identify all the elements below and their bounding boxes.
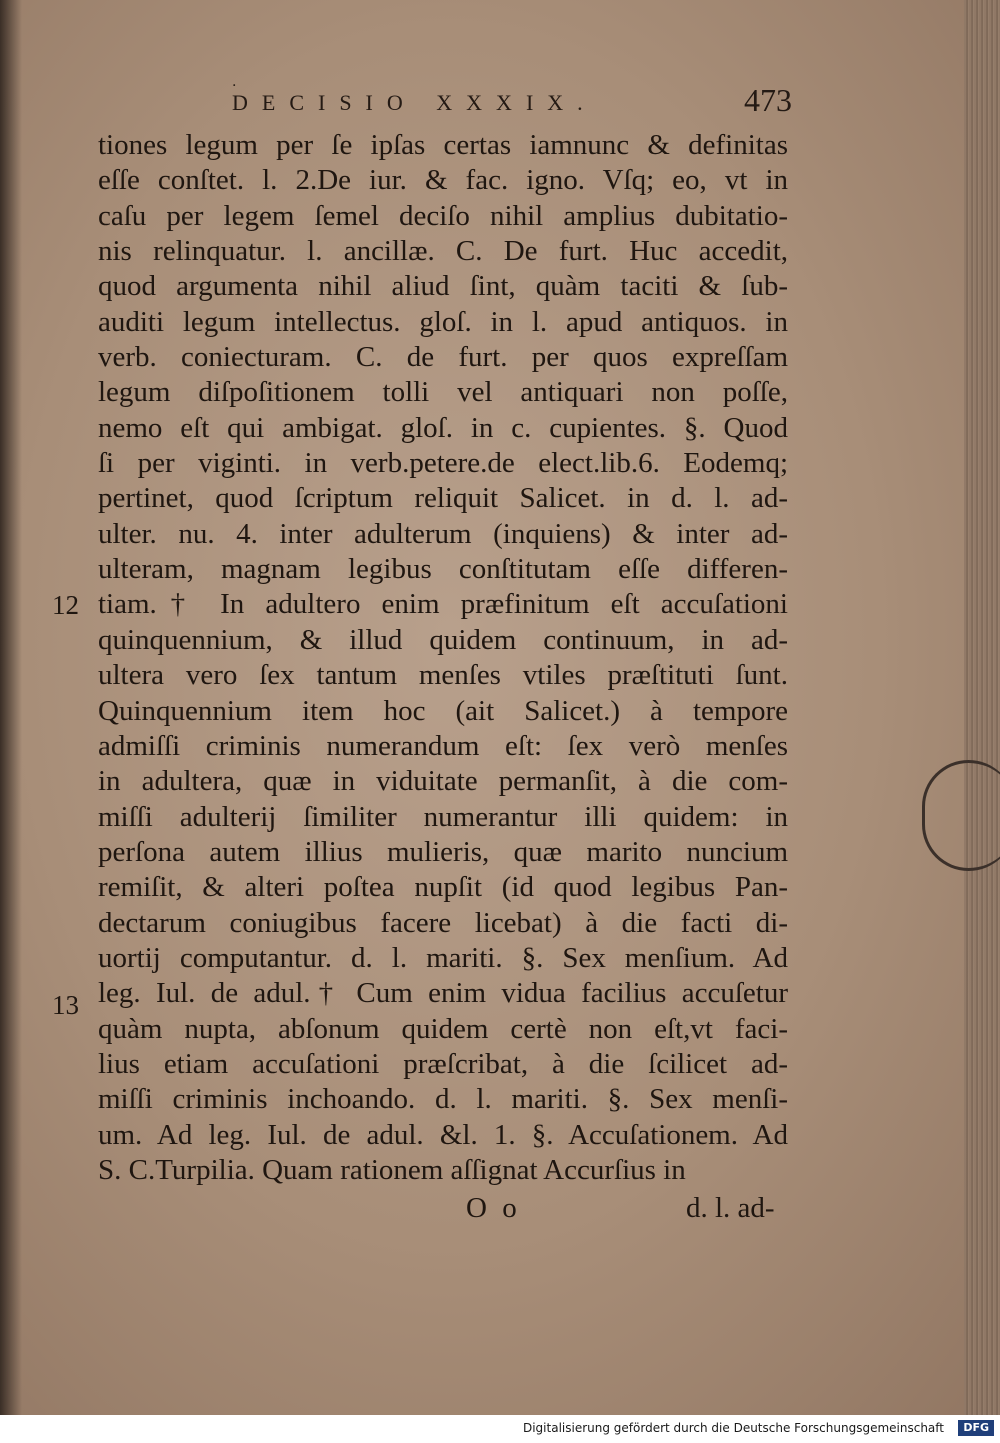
text-line: dectarum coniugibus facere licebat) à die facti di- [98, 906, 788, 939]
text-line: tiam.† In adultero enim præfinitum eſt accuſationi [98, 588, 788, 621]
tick-mark: · [232, 78, 237, 94]
dfg-logo: DFG [958, 1420, 994, 1436]
running-title: DECISIO XXXIX. [232, 90, 597, 115]
text-line: um. Ad leg. Iul. de adul. &l. 1. §. Accuſationem. Ad [98, 1118, 788, 1151]
text-line: lius etiam accuſationi præſcribat, à die ſcilicet ad- [98, 1047, 788, 1080]
text-line: ultera vero ſex tantum menſes vtiles præſtituti ſunt. [98, 659, 788, 692]
text-line: caſu per legem ſemel deciſo nihil amplius dubitatio- [98, 199, 788, 232]
text-line: quinquennium, & illud quidem continuum, in ad- [98, 623, 788, 656]
text-line: quàm nupta, abſonum quidem certè non eſt,vt faci- [98, 1012, 788, 1045]
signature-mark: O o [466, 1192, 521, 1224]
running-header [232, 78, 792, 120]
page-number: 473 [744, 82, 792, 118]
text-line: nemo eſt qui ambigat. gloſ. in c. cupientes. §. Quod [98, 411, 788, 444]
text-line: leg. Iul. de adul.† Cum enim vidua facilius accuſetur [98, 977, 788, 1010]
text-line: pertinet, quod ſcriptum reliquit Salicet. in d. l. ad- [98, 482, 788, 515]
text-line: auditi legum intellectus. gloſ. in l. apud antiquos. in [98, 305, 788, 338]
text-line: admiſſi criminis numerandum eſt: ſex verò menſes [98, 729, 788, 762]
margin-note-12: 12 [52, 590, 79, 620]
gutter-shadow [0, 0, 22, 1415]
text-line: quod argumenta nihil aliud ſint, quàm taciti & ſub- [98, 270, 788, 303]
digitization-notice: Digitalisierung gefördert durch die Deutsche Forschungsgemeinschaft [522, 1421, 944, 1435]
text-line: perſona autem illius mulieris, quæ marito nuncium [98, 835, 788, 868]
text-line: ulteram, magnam legibus conſtitutam eſſe differen- [98, 553, 788, 586]
text-line: eſſe conſtet. l. 2.De iur. & fac. igno. Vſq; eo, vt in [98, 164, 788, 197]
text-line: ulter. nu. 4. inter adulterum (inquiens) & inter ad- [98, 517, 788, 550]
margin-note-13: 13 [52, 990, 79, 1020]
text-line: miſſi adulterij ſimiliter numerantur illi quidem: in [98, 800, 788, 833]
clip-mark [922, 760, 1000, 871]
body-text [98, 128, 788, 1188]
catchword: d. l. ad- [686, 1192, 775, 1224]
text-line: S. C.Turpilia. Quam rationem aſſignat Accurſius in [98, 1153, 686, 1186]
text-line: Quinquennium item hoc (ait Salicet.) à tempore [98, 694, 788, 727]
text-line: in adultera, quæ in viduitate permanſit, à die com- [98, 765, 788, 798]
text-line: ſi per viginti. in verb.petere.de elect.lib.6. Eodemq; [98, 447, 788, 480]
text-line: legum diſpoſitionem tolli vel antiquari non poſſe, [98, 376, 788, 409]
text-line: verb. coniecturam. C. de furt. per quos expreſſam [98, 341, 788, 374]
digitization-footer [0, 1415, 1000, 1443]
text-line: nis relinquatur. l. ancillæ. C. De furt. Huc accedit, [98, 235, 788, 268]
text-line: tiones legum per ſe ipſas certas iamnunc & definitas [98, 129, 788, 161]
text-line: miſſi criminis inchoando. d. l. mariti. §. Sex menſi- [98, 1083, 788, 1116]
text-line: uortij computantur. d. l. mariti. §. Sex menſium. Ad [98, 941, 788, 974]
text-line: remiſit, & alteri poſtea nupſit (id quod legibus Pan- [98, 871, 788, 904]
page-edges [964, 0, 1000, 1415]
